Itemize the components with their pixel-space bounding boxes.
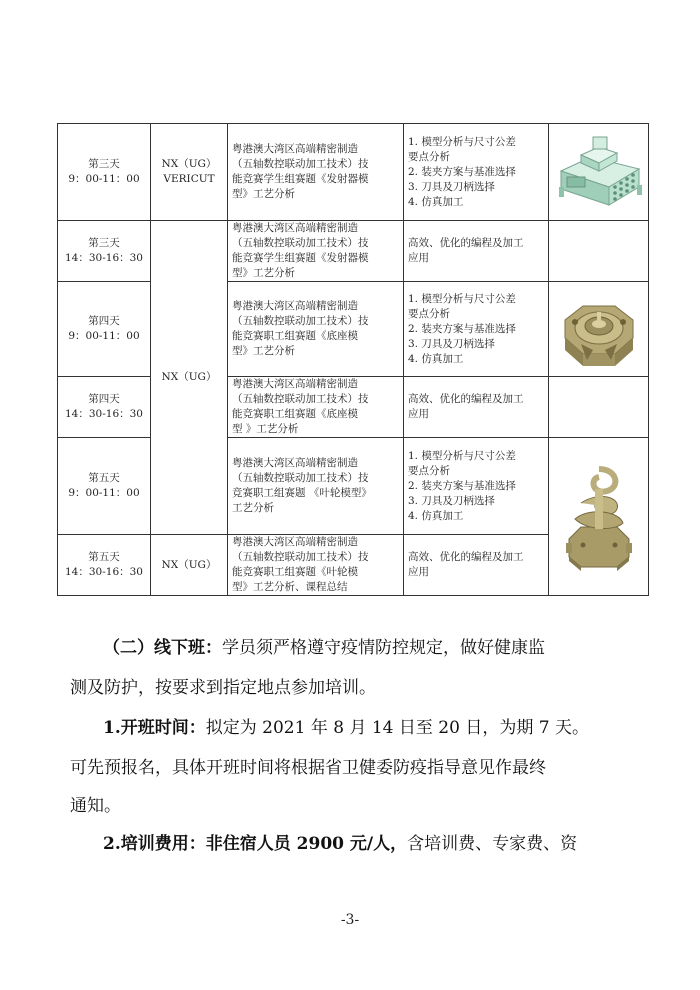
empty-image-cell xyxy=(549,377,649,438)
content-line: 2. 装夹方案与基准选择 xyxy=(408,479,516,492)
course-title-cell xyxy=(228,221,404,282)
course-title-line: 能竞赛学生组赛题《发射器模 xyxy=(232,173,369,185)
page-number: -3- xyxy=(340,912,360,928)
course-title-line: （五轴数控联动加工技术）技 xyxy=(232,315,369,327)
start-time-text: 拟定为 2021 年 8 月 14 日至 20 日，为期 7 天。 xyxy=(205,718,589,738)
offline-class-paragraph xyxy=(103,632,633,665)
content-cell xyxy=(404,221,549,282)
course-title-line: 粤港澳大湾区高端精密制造 xyxy=(232,378,358,390)
day-label: 第五天 xyxy=(88,551,120,563)
model-image-cell xyxy=(549,282,649,377)
content-cell xyxy=(404,438,549,535)
start-time-text-cont-2: 通知。 xyxy=(70,796,121,816)
schedule-table xyxy=(57,123,649,596)
course-title-line: 型》工艺分析 xyxy=(232,267,295,279)
impeller-model-image xyxy=(559,461,639,573)
time-cell xyxy=(58,377,151,438)
offline-heading: （二）线下班： xyxy=(103,638,222,658)
day-label: 第三天 xyxy=(88,158,120,170)
content-line: 1. 模型分析与尺寸公差 xyxy=(408,292,516,305)
table-row xyxy=(58,438,649,535)
content-line: 4. 仿真加工 xyxy=(408,195,464,208)
empty-image-cell xyxy=(549,221,649,282)
day-label: 第四天 xyxy=(88,393,120,405)
model-image-cell xyxy=(549,124,649,221)
model-image-cell xyxy=(549,438,649,596)
course-title-line: 型》工艺分析 xyxy=(232,345,295,357)
fees-paragraph xyxy=(103,828,633,861)
time-cell xyxy=(58,282,151,377)
software-label: VERICUT xyxy=(163,173,215,185)
content-line: 2. 装夹方案与基准选择 xyxy=(408,165,516,178)
course-title-line: 型》工艺分析、课程总结 xyxy=(232,581,348,593)
table-row xyxy=(58,124,649,221)
time-cell xyxy=(58,221,151,282)
course-title-line: 能竞赛职工组赛题《底座模 xyxy=(232,330,358,342)
time-cell xyxy=(58,124,151,221)
content-line: 应用 xyxy=(408,566,429,578)
offline-class-paragraph-cont xyxy=(70,672,640,705)
course-title-line: 粤港澳大湾区高端精密制造 xyxy=(232,222,358,234)
course-title-cell xyxy=(228,282,404,377)
software-label: NX（UG） xyxy=(161,371,217,383)
content-cell xyxy=(404,535,549,596)
course-title-line: （五轴数控联动加工技术）技 xyxy=(232,472,369,484)
content-line: 3. 刀具及刀柄选择 xyxy=(408,494,495,507)
course-title-line: 工艺分析 xyxy=(232,502,274,514)
course-title-line: 粤港澳大湾区高端精密制造 xyxy=(232,143,358,155)
course-title-cell xyxy=(228,124,404,221)
table-row xyxy=(58,282,649,377)
software-cell-merged xyxy=(151,221,228,535)
content-line: 要点分析 xyxy=(408,307,450,320)
fees-text: 含培训费、专家费、资 xyxy=(407,834,578,854)
course-title-line: （五轴数控联动加工技术）技 xyxy=(232,393,369,405)
day-label: 第五天 xyxy=(88,472,120,484)
course-title-line: （五轴数控联动加工技术）技 xyxy=(232,158,369,170)
course-title-line: 粤港澳大湾区高端精密制造 xyxy=(232,536,358,548)
course-title-line: 能竞赛职工组赛题《叶轮模 xyxy=(232,566,358,578)
time-label: 9：00-11：00 xyxy=(68,487,140,499)
content-line: 3. 刀具及刀柄选择 xyxy=(408,337,495,350)
software-cell xyxy=(151,535,228,596)
offline-text: 学员须严格遵守疫情防控规定，做好健康监 xyxy=(222,638,545,658)
start-time-text-cont: 可先预报名，具体开班时间将根据省卫健委防疫指导意见作最终 xyxy=(70,758,546,778)
course-title-line: 能竞赛学生组赛题《发射器模 xyxy=(232,252,369,264)
software-label: NX（UG） xyxy=(161,558,217,571)
content-line: 要点分析 xyxy=(408,464,450,477)
launcher-model-image xyxy=(553,131,645,213)
content-line: 要点分析 xyxy=(408,150,450,163)
fees-label: 2.培训费用： xyxy=(103,834,206,854)
content-cell xyxy=(404,124,549,221)
content-line: 2. 装夹方案与基准选择 xyxy=(408,322,516,335)
content-line: 高效、优化的编程及加工 xyxy=(408,551,524,563)
software-cell xyxy=(151,124,228,221)
content-cell xyxy=(404,282,549,377)
content-line: 应用 xyxy=(408,252,429,264)
time-label: 9：00-11：00 xyxy=(68,173,140,185)
table-row xyxy=(58,221,649,282)
course-title-cell xyxy=(228,377,404,438)
time-label: 14：30-16：30 xyxy=(65,252,143,264)
course-title-cell xyxy=(228,438,404,535)
content-line: 高效、优化的编程及加工 xyxy=(408,237,524,249)
start-time-label: 1.开班时间： xyxy=(103,718,206,738)
content-line: 1. 模型分析与尺寸公差 xyxy=(408,449,516,462)
day-label: 第三天 xyxy=(88,237,120,249)
base-model-image xyxy=(553,286,645,372)
content-line: 3. 刀具及刀柄选择 xyxy=(408,180,495,193)
start-time-cont-2 xyxy=(70,790,640,823)
fees-bold-text: 非住宿人员 2900 元/人， xyxy=(205,834,408,854)
course-title-line: 竞赛职工组赛题 《叶轮模型》 xyxy=(232,487,372,499)
time-label: 9：00-11：00 xyxy=(68,330,140,342)
course-title-line: 粤港澳大湾区高端精密制造 xyxy=(232,300,358,312)
course-title-line: 粤港澳大湾区高端精密制造 xyxy=(232,457,358,469)
content-line: 4. 仿真加工 xyxy=(408,352,464,365)
content-line: 高效、优化的编程及加工 xyxy=(408,393,524,405)
course-title-cell xyxy=(228,535,404,596)
course-title-line: （五轴数控联动加工技术）技 xyxy=(232,237,369,249)
content-cell xyxy=(404,377,549,438)
course-title-line: （五轴数控联动加工技术）技 xyxy=(232,551,369,563)
time-label: 14：30-16：30 xyxy=(65,566,143,578)
time-label: 14：30-16：30 xyxy=(65,408,143,420)
time-cell xyxy=(58,535,151,596)
time-cell xyxy=(58,438,151,535)
course-title-line: 能竞赛职工组赛题《底座模 xyxy=(232,408,358,420)
start-time-paragraph xyxy=(103,712,633,745)
content-line: 1. 模型分析与尺寸公差 xyxy=(408,135,516,148)
offline-text-cont: 测及防护，按要求到指定地点参加培训。 xyxy=(70,678,376,698)
day-label: 第四天 xyxy=(88,315,120,327)
course-title-line: 型》工艺分析 xyxy=(232,188,295,200)
software-label: NX（UG） xyxy=(161,158,217,170)
content-line: 应用 xyxy=(408,408,429,420)
table-row xyxy=(58,377,649,438)
content-line: 4. 仿真加工 xyxy=(408,509,464,522)
start-time-cont xyxy=(70,752,640,785)
course-title-line: 型 》工艺分析 xyxy=(232,423,299,435)
